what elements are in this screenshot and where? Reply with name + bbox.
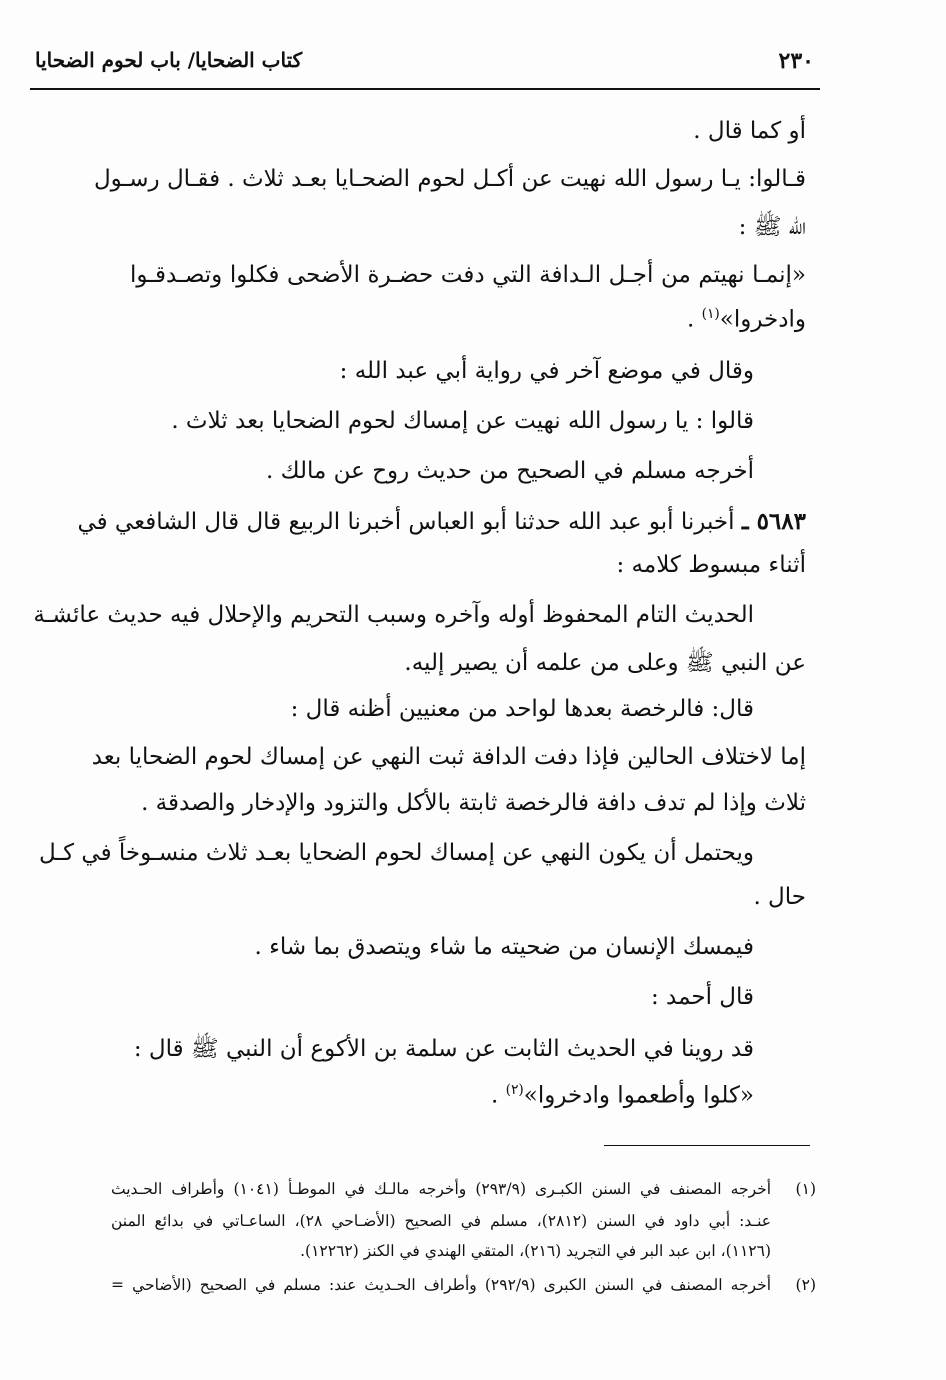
footnote-line: أخرجه المصنف في السنن الكبرى (٢٩٢/٩) وأطراف الحـديث عند: مسلم في الصحيح (الأضاحي = xyxy=(111,1276,772,1294)
text-line: قالوا : يا رسول الله نهيت عن إمساك لحوم الضحايا بعد ثلاث . xyxy=(171,408,754,434)
text-line: قد روينا في الحديث الثابت عن سلمة بن الأكوع أن النبي ﷺ قال : xyxy=(133,1036,754,1062)
text-line: ويحتمل أن يكون النهي عن إمساك لحوم الضحايا بعـد ثلاث منسـوخاً في كـل xyxy=(39,840,754,866)
footnote-line: أخرجه المصنف في السنن الكبـرى (٢٩٣/٩) وأخرجه مالـك في الموطـأ (١٠٤١) وأطراف الحـديث xyxy=(111,1180,772,1198)
text-line: فيمسك الإنسان من ضحيته ما شاء ويتصدق بما شاء . xyxy=(254,934,754,960)
text-line: أثناء مبسوط كلامه : xyxy=(616,552,806,578)
footnote-line: عنـد: أبي داود في السنن (٢٨١٢)، مسلم في الصحيح (الأضـاحي ٢٨)، الساعـاتي في بدائع المنن xyxy=(111,1212,771,1230)
text-line: وقال في موضع آخر في رواية أبي عبد الله : xyxy=(339,358,754,384)
footnote-number: (٢) xyxy=(795,1276,816,1294)
text-line-with-note xyxy=(491,1082,754,1109)
text-line: حال . xyxy=(753,884,806,910)
text-line: أخرجه مسلم في الصحيح من حديث روح عن مالك . xyxy=(266,458,754,484)
text-fragment: «كلوا وأطعموا وادخروا» xyxy=(523,1082,754,1109)
text-fragment: أخبرنا أبو عبد الله حدثنا أبو العباس أخبرنا الربيع قال قال الشافعي في xyxy=(77,509,742,535)
footnote-ref: (١) xyxy=(701,306,720,322)
text-line: أو كما قال . xyxy=(693,118,806,144)
footnote-separator xyxy=(604,1145,810,1146)
text-line: إما لاختلاف الحالين فإذا دفت الدافة ثبت النهي عن إمساك لحوم الضحايا بعد xyxy=(91,744,806,770)
text-line: «إنمـا نهيتم من أجـل الـدافة التي دفت حضـرة الأضحى فكلوا وتصـدقـوا xyxy=(130,262,806,288)
header-rule xyxy=(30,88,820,90)
footnote-ref: (٢) xyxy=(505,1082,524,1098)
text-line: قال: فالرخصة بعدها لواحد من معنيين أظنه قال : xyxy=(290,696,754,722)
text-line: قال أحمد : xyxy=(650,984,754,1010)
page-number: ٢٣٠ xyxy=(778,48,814,74)
text-line: عن النبي ﷺ وعلى من علمه أن يصير إليه. xyxy=(404,650,806,676)
text-fragment: . xyxy=(490,1082,506,1109)
hadith-number: ٥٦٨٣ ـ xyxy=(741,508,806,535)
text-line: قـالوا: يـا رسول الله نهيت عن أكـل لحوم الضحـايا بعـد ثلاث . فقـال رسـول xyxy=(93,166,806,192)
text-fragment: وادخروا» xyxy=(719,306,806,333)
text-line: الحديث التام المحفوظ أوله وآخره وسبب التحريم والإحلال فيه حديث عائشـة xyxy=(33,602,754,628)
footnote-number: (١) xyxy=(795,1180,816,1198)
text-line: ثلاث وإذا لم تدف دافة فالرخصة ثابتة بالأكل والتزود والإدخار والصدقة . xyxy=(141,790,806,816)
text-line-with-number xyxy=(77,508,806,535)
footnote-line: (١١٢٦)، ابن عبد البر في التجريد (٢١٦)، المتقي الهندي في الكنز (١٢٢٦٢). xyxy=(300,1242,771,1260)
text-line: الله ﷺ : xyxy=(738,214,806,240)
text-fragment: . xyxy=(686,306,702,333)
running-title: كتاب الضحايا/ باب لحوم الضحايا xyxy=(35,48,303,72)
text-line-with-note xyxy=(687,306,806,333)
